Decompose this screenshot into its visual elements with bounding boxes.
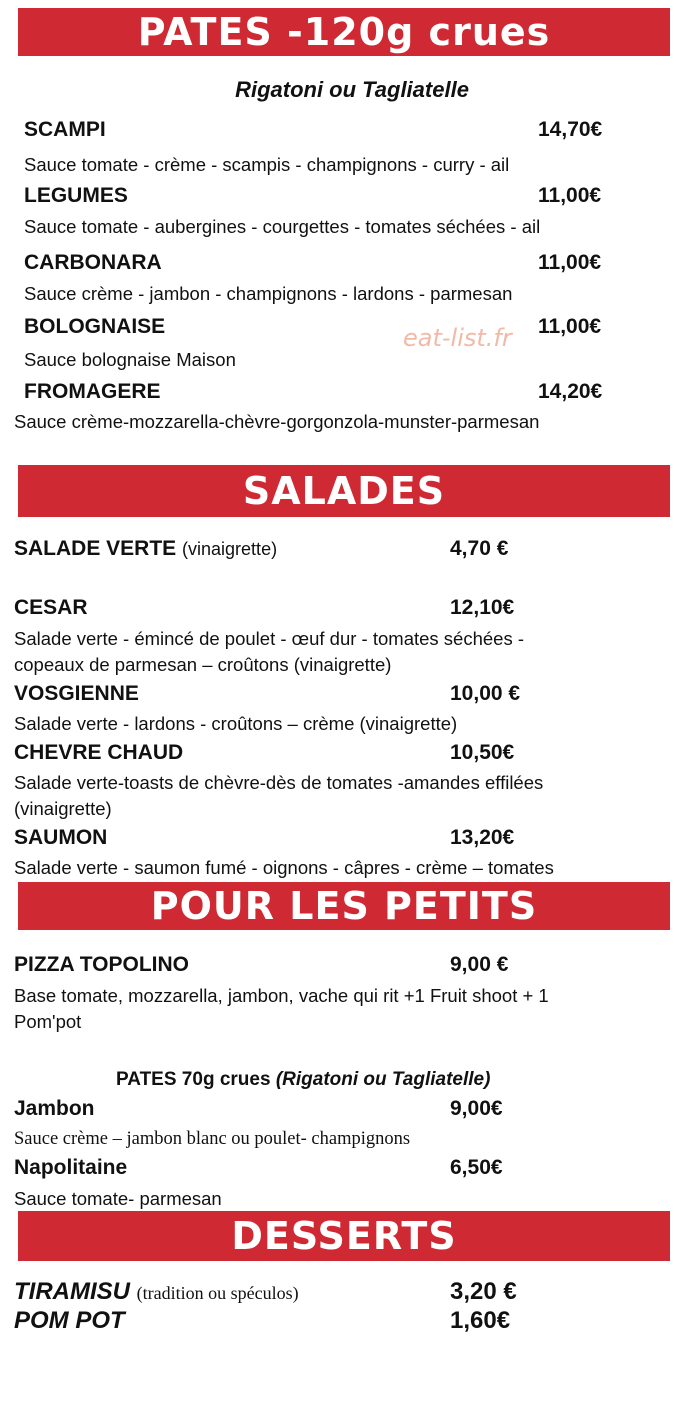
dish-desc-legumes: Sauce tomate - aubergines - courgettes - tomates séchées - ail [24,216,541,237]
dish-name-carbonara: CARBONARA [24,251,162,274]
dish-desc-cesar-line1: Salade verte - émincé de poulet - œuf dur - tomates séchées - [14,628,525,649]
dish-name-salade-verte-label: SALADE VERTE [14,537,177,560]
dish-name-pom-pot: POM POT [14,1307,125,1334]
dish-note-tiramisu: (tradition ou spéculos) [136,1283,299,1303]
dish-price-vosgienne: 10,00 € [450,682,521,705]
dish-price-pom-pot: 1,60€ [450,1307,511,1334]
dish-name-vosgienne: VOSGIENNE [14,682,139,705]
dish-name-jambon: Jambon [14,1097,95,1120]
dish-price-salade-verte: 4,70 € [450,537,509,560]
dish-name-cesar: CESAR [14,596,88,619]
dish-price-fromagere: 14,20€ [538,380,603,403]
dish-desc-napolitaine: Sauce tomate- parmesan [14,1188,222,1209]
dish-name-scampi: SCAMPI [24,118,106,141]
dish-price-cesar: 12,10€ [450,596,515,619]
pates-enfant-heading [116,1069,490,1091]
dish-desc-saumon: Salade verte - saumon fumé - oignons - câpres - crème – tomates [14,857,554,878]
section-header-pour-les-petits: POUR LES PETITS [18,882,670,930]
dish-price-jambon: 9,00€ [450,1097,503,1120]
dish-name-legumes: LEGUMES [24,184,128,207]
dish-desc-pizza-topolino-line2: Pom'pot [14,1011,82,1032]
section-header-pates: PATES -120g crues [18,8,670,56]
dish-price-legumes: 11,00€ [538,184,602,207]
dish-name-tiramisu-label: TIRAMISU [14,1278,130,1305]
dish-name-fromagere: FROMAGERE [24,380,161,403]
dish-desc-bolognaise: Sauce bolognaise Maison [24,349,236,370]
dish-desc-vosgienne: Salade verte - lardons - croûtons – crème (vinaigrette) [14,713,458,734]
dish-name-pizza-topolino: PIZZA TOPOLINO [14,953,190,976]
dish-name-napolitaine: Napolitaine [14,1156,128,1179]
dish-desc-chevre-chaud-line2: (vinaigrette) [14,798,112,819]
dish-price-chevre-chaud: 10,50€ [450,741,515,764]
dish-name-tiramisu [14,1278,299,1306]
dish-desc-jambon: Sauce crème – jambon blanc ou poulet- champignons [14,1129,411,1149]
dish-name-bolognaise: BOLOGNAISE [24,315,166,338]
pates-enfant-heading-note: (Rigatoni ou Tagliatelle) [275,1069,491,1090]
dish-desc-pizza-topolino-line1: Base tomate, mozzarella, jambon, vache qui rit +1 Fruit shoot + 1 [14,985,549,1006]
dish-price-pizza-topolino: 9,00 € [450,953,509,976]
pates-enfant-heading-label: PATES 70g crues [116,1069,271,1090]
dish-price-scampi: 14,70€ [538,118,603,141]
dish-desc-chevre-chaud-line1: Salade verte-toasts de chèvre-dès de tomates -amandes effilées [14,772,544,793]
watermark-logo: eat-list.fr [403,324,512,352]
dish-desc-carbonara: Sauce crème - jambon - champignons - lardons - parmesan [24,283,513,304]
dish-name-salade-verte [14,537,277,561]
section-header-desserts: DESSERTS [18,1211,670,1261]
dish-name-chevre-chaud: CHEVRE CHAUD [14,741,184,764]
section-header-salades: SALADES [18,465,670,517]
dish-price-carbonara: 11,00€ [538,251,602,274]
dish-price-saumon: 13,20€ [450,826,515,849]
dish-price-napolitaine: 6,50€ [450,1156,503,1179]
dish-price-bolognaise: 11,00€ [538,315,602,338]
dish-note-salade-verte: (vinaigrette) [182,539,278,559]
dish-desc-fromagere: Sauce crème-mozzarella-chèvre-gorgonzola-munster-parmesan [14,411,540,432]
dish-desc-cesar-line2: copeaux de parmesan – croûtons (vinaigrette) [14,654,392,675]
dish-desc-scampi: Sauce tomate - crème - scampis - champignons - curry - ail [24,154,510,175]
pates-subtitle: Rigatoni ou Tagliatelle [235,77,469,102]
dish-name-saumon: SAUMON [14,826,108,849]
dish-price-tiramisu: 3,20 € [450,1278,517,1305]
